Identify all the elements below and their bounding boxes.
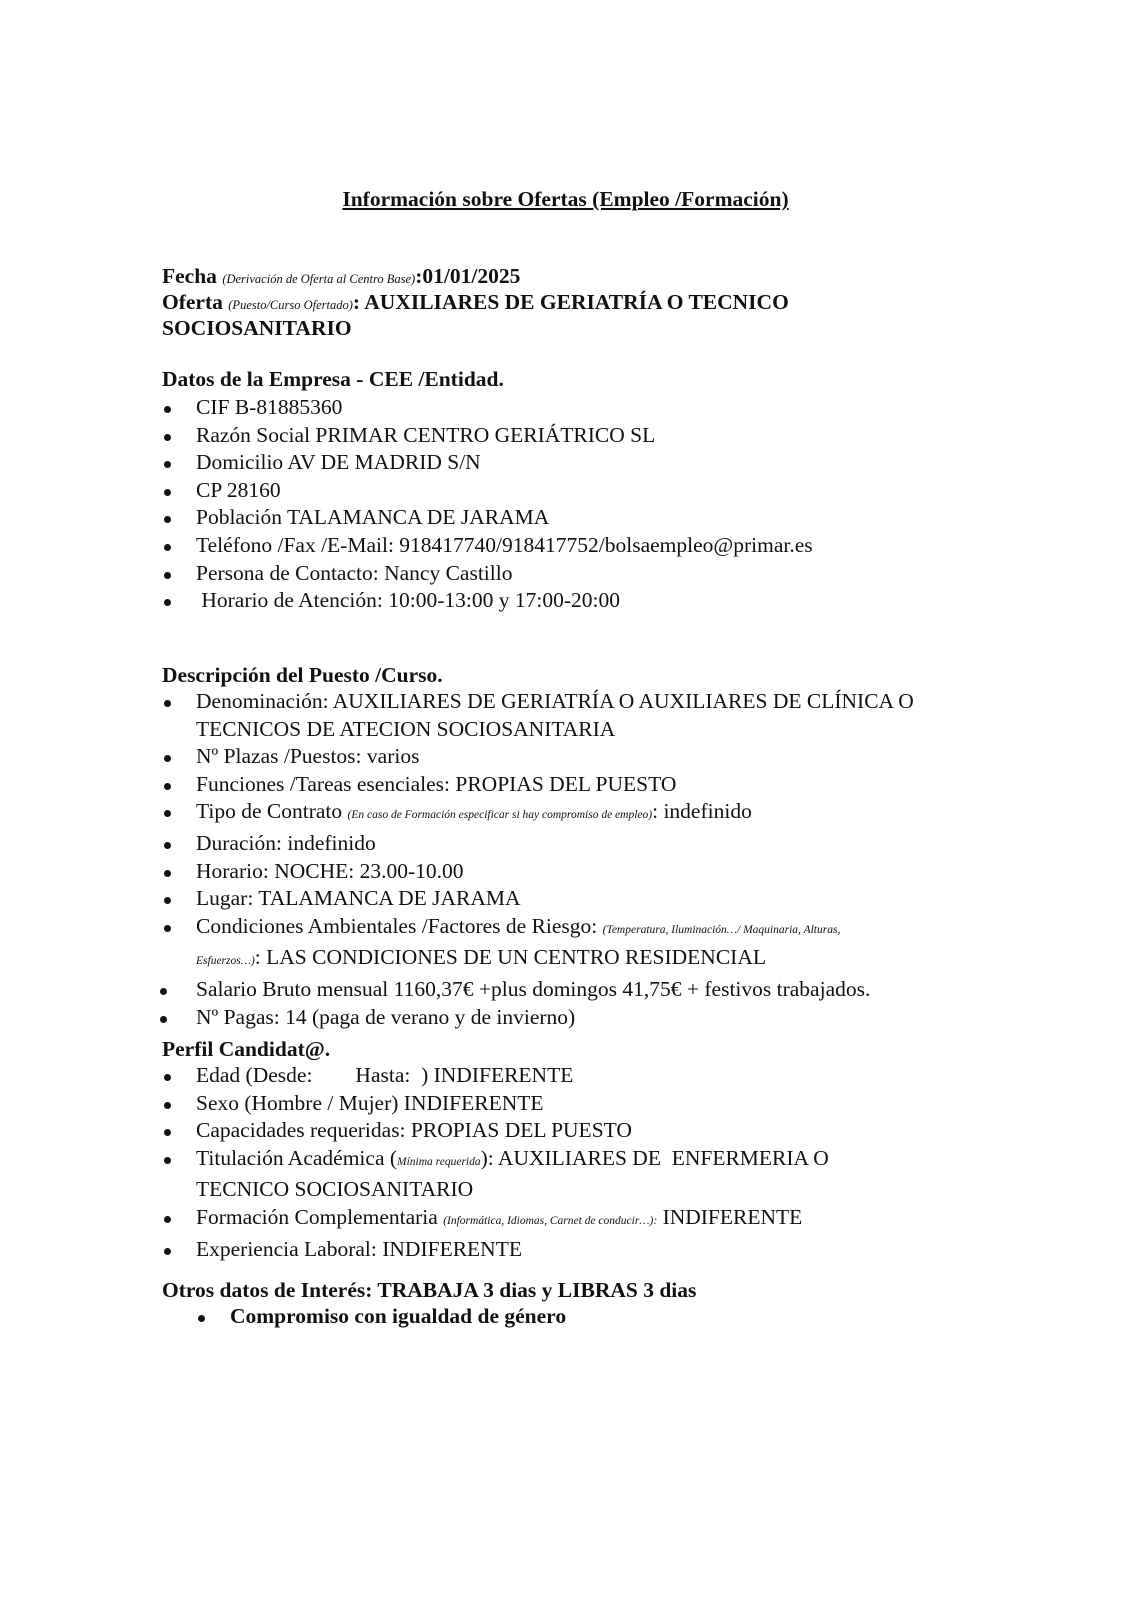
list-item: Horario de Atención: 10:00-13:00 y 17:00-20:00 bbox=[162, 587, 1012, 615]
bullet-icon bbox=[164, 572, 171, 579]
puesto-list bbox=[162, 688, 982, 1031]
list-item: Tipo de Contrato (En caso de Formación especificar si hay compromiso de empleo): indefinido bbox=[162, 798, 982, 830]
bullet-icon bbox=[164, 599, 171, 606]
bullet-icon bbox=[164, 406, 171, 413]
oferta-label: Oferta bbox=[162, 290, 223, 314]
oferta-value-cont: SOCIOSANITARIO bbox=[162, 316, 352, 340]
bullet-icon bbox=[164, 755, 171, 762]
bullet-icon bbox=[164, 810, 171, 817]
bullet-icon bbox=[164, 700, 171, 707]
list-item: Edad (Desde: Hasta: ) INDIFERENTE bbox=[162, 1062, 982, 1090]
bullet-icon bbox=[164, 1129, 171, 1136]
bullet-icon bbox=[160, 1016, 167, 1023]
list-item: Funciones /Tareas esenciales: PROPIAS DEL PUESTO bbox=[162, 771, 982, 799]
bullet-icon bbox=[164, 1074, 171, 1081]
list-item: Persona de Contacto: Nancy Castillo bbox=[162, 560, 1012, 588]
list-item: Compromiso con igualdad de género bbox=[196, 1303, 1046, 1331]
list-item: Horario: NOCHE: 23.00-10.00 bbox=[162, 858, 982, 886]
list-item: Salario Bruto mensual 1160,37€ +plus domingos 41,75€ + festivos trabajados. bbox=[162, 976, 982, 1004]
list-item: Teléfono /Fax /E-Mail: 918417740/918417752/bolsaempleo@primar.es bbox=[162, 532, 1012, 560]
list-item: Experiencia Laboral: INDIFERENTE bbox=[162, 1236, 982, 1264]
bullet-icon bbox=[164, 544, 171, 551]
list-item: Población TALAMANCA DE JARAMA bbox=[162, 504, 1012, 532]
bullet-icon bbox=[164, 842, 171, 849]
bullet-icon bbox=[164, 897, 171, 904]
bullet-icon bbox=[164, 1157, 171, 1164]
fecha-note: (Derivación de Oferta al Centro Base) bbox=[222, 272, 416, 286]
bullet-icon bbox=[160, 988, 167, 995]
list-item: CIF B-81885360 bbox=[162, 394, 1012, 422]
bullet-icon bbox=[164, 1102, 171, 1109]
empresa-heading: Datos de la Empresa - CEE /Entidad. bbox=[162, 367, 504, 391]
list-item: Lugar: TALAMANCA DE JARAMA bbox=[162, 885, 982, 913]
oferta-value: : AUXILIARES DE GERIATRÍA O TECNICO bbox=[352, 290, 789, 314]
bullet-icon bbox=[164, 870, 171, 877]
puesto-heading: Descripción del Puesto /Curso. bbox=[162, 663, 443, 687]
list-item: Nº Pagas: 14 (paga de verano y de invierno) bbox=[162, 1004, 982, 1032]
bullet-icon bbox=[198, 1315, 205, 1322]
bullet-icon bbox=[164, 516, 171, 523]
bullet-icon bbox=[164, 489, 171, 496]
fecha-line bbox=[162, 263, 1012, 292]
list-item: Condiciones Ambientales /Factores de Riesgo: (Temperatura, Iluminación…/ Maquinaria, Alturas, Esfuerzos…): LAS CONDICIONES DE UN CENTRO RESIDENCIAL bbox=[162, 913, 982, 976]
list-item: Titulación Académica (Mínima requerida): AUXILIARES DE ENFERMERIA O TECNICO SOCIOSANITARIO bbox=[162, 1145, 982, 1204]
list-item: Nº Plazas /Puestos: varios bbox=[162, 743, 982, 771]
list-item: Denominación: AUXILIARES DE GERIATRÍA O AUXILIARES DE CLÍNICA O TECNICOS DE ATECION SOCIOSANITARIA bbox=[162, 688, 982, 743]
perfil-heading: Perfil Candidat@. bbox=[162, 1037, 331, 1061]
fecha-label: Fecha bbox=[162, 264, 217, 288]
page-title: Información sobre Ofertas (Empleo /Formación) bbox=[342, 187, 789, 211]
list-item: Duración: indefinido bbox=[162, 830, 982, 858]
list-item: Capacidades requeridas: PROPIAS DEL PUESTO bbox=[162, 1117, 982, 1145]
bullet-icon bbox=[164, 434, 171, 441]
list-item: Domicilio AV DE MADRID S/N bbox=[162, 449, 1012, 477]
oferta-note: (Puesto/Curso Ofertado) bbox=[228, 298, 353, 312]
oferta-line bbox=[162, 289, 1012, 318]
perfil-list bbox=[162, 1062, 982, 1263]
list-item: Razón Social PRIMAR CENTRO GERIÁTRICO SL bbox=[162, 422, 1012, 450]
fecha-value: :01/01/2025 bbox=[415, 264, 521, 288]
otros-heading: Otros datos de Interés: TRABAJA 3 dias y LIBRAS 3 dias bbox=[162, 1278, 697, 1302]
list-item: Sexo (Hombre / Mujer) INDIFERENTE bbox=[162, 1090, 982, 1118]
list-item: CP 28160 bbox=[162, 477, 1012, 505]
bullet-icon bbox=[164, 1248, 171, 1255]
otros-list bbox=[196, 1303, 1046, 1331]
list-item: Formación Complementaria (Informática, Idiomas, Carnet de conducir…): INDIFERENTE bbox=[162, 1204, 982, 1236]
bullet-icon bbox=[164, 925, 171, 932]
bullet-icon bbox=[164, 1216, 171, 1223]
bullet-icon bbox=[164, 783, 171, 790]
bullet-icon bbox=[164, 461, 171, 468]
empresa-list bbox=[162, 394, 1012, 615]
